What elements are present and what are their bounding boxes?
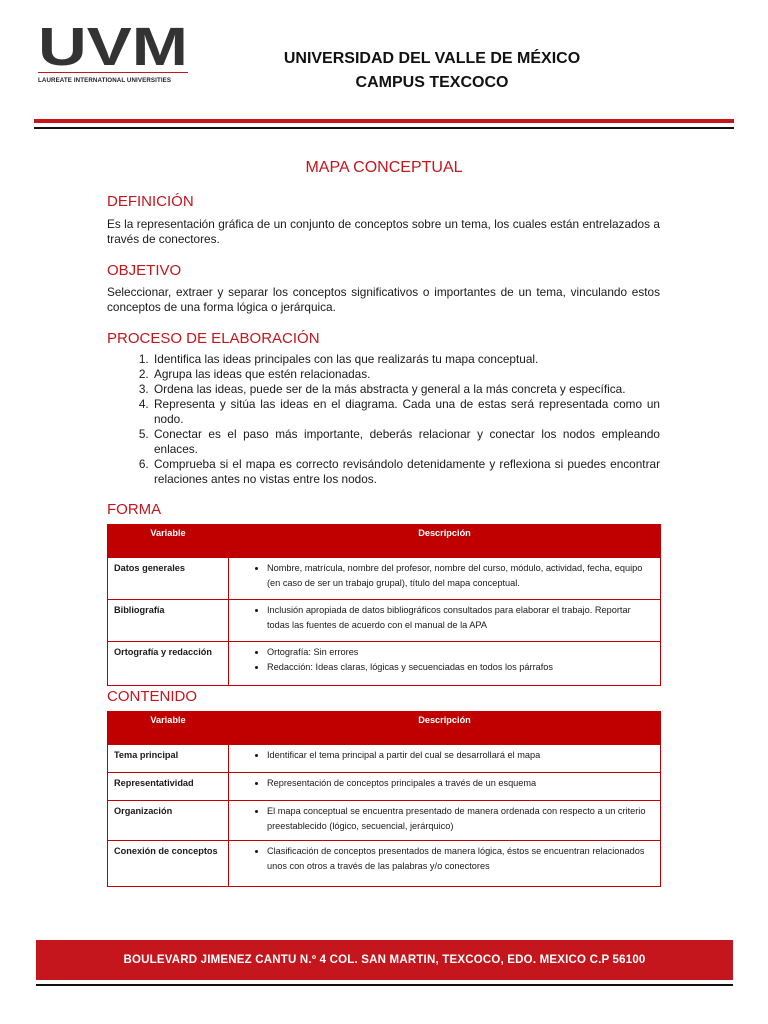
heading-definicion: DEFINICIÓN	[107, 193, 194, 210]
row-description-item: • El mapa conceptual se encuentra presentado de manera ordenada con respecto a un criterio preestablecido (lógico, secuencial, jerárquico)	[267, 804, 654, 834]
logo-subtitle: LAUREATE INTERNATIONAL UNIVERSITIES	[38, 77, 172, 84]
table-header-row	[108, 525, 661, 558]
forma-table	[107, 524, 661, 686]
row-description	[229, 745, 661, 773]
row-variable: Bibliografía	[108, 600, 229, 642]
heading-forma: FORMA	[107, 501, 162, 518]
process-step: 4. Representa y sitúa las ideas en el diagrama. Cada una de estas será representada como un nodo.	[152, 397, 660, 427]
uvm-logo	[38, 22, 190, 84]
row-description-item: • Representación de conceptos principales a través de un esquema	[267, 776, 654, 791]
definicion-text: Es la representación gráfica de un conjunto de conceptos sobre un tema, los cuales están entrelazados a través de conectores.	[107, 217, 660, 246]
row-description	[229, 773, 661, 801]
heading-proceso: PROCESO DE ELABORACIÓN	[107, 330, 320, 347]
uvm-logo-letters: UVM	[38, 22, 188, 70]
row-description-item: • Nombre, matrícula, nombre del profesor, nombre del curso, módulo, actividad, fecha, equipo (en caso de ser un trabajo grupal), título del mapa conceptual.	[267, 561, 654, 591]
row-description-item: • Clasificación de conceptos presentados de manera lógica, éstos se encuentran relacionados unos con otros a través de las palabras y/o conectores	[267, 844, 654, 874]
row-variable: Tema principal	[108, 745, 229, 773]
row-variable: Conexión de conceptos	[108, 841, 229, 887]
university-name: UNIVERSIDAD DEL VALLE DE MÉXICO	[283, 50, 581, 67]
table-row	[108, 642, 661, 686]
table-row	[108, 773, 661, 801]
logo-underline	[38, 72, 188, 73]
table-row	[108, 745, 661, 773]
row-description-item: • Redacción: Ideas claras, lógicas y secuenciadas en todos los párrafos	[267, 660, 654, 675]
row-variable: Ortografía y redacción	[108, 642, 229, 686]
process-steps-list	[107, 352, 660, 487]
header-black-stripe	[34, 127, 734, 129]
row-variable: Datos generales	[108, 558, 229, 600]
footer-address: BOULEVARD JIMENEZ CANTU N.º 4 COL. SAN MARTIN, TEXCOCO, EDO. MEXICO C.P 56100	[36, 940, 733, 980]
row-description	[229, 600, 661, 642]
row-description	[229, 841, 661, 887]
column-header-descripcion: Descripción	[229, 525, 661, 558]
footer-black-line	[36, 984, 733, 986]
process-step: 6. Comprueba si el mapa es correcto revisándolo detenidamente y reflexiona si puedes encontrar relaciones antes no vistas entre los nodos.	[152, 457, 660, 487]
document-title: MAPA CONCEPTUAL	[305, 159, 463, 176]
campus-name: CAMPUS TEXCOCO	[355, 74, 509, 91]
row-variable: Organización	[108, 801, 229, 841]
process-step: 1. Identifica las ideas principales con las que realizarás tu mapa conceptual.	[152, 352, 660, 367]
heading-objetivo: OBJETIVO	[107, 262, 182, 279]
row-description-item: • Ortografía: Sin errores	[267, 645, 654, 660]
column-header-variable: Variable	[108, 712, 229, 745]
table-header-row	[108, 712, 661, 745]
contenido-table	[107, 711, 661, 887]
row-description	[229, 801, 661, 841]
row-variable: Representatividad	[108, 773, 229, 801]
objetivo-text: Seleccionar, extraer y separar los conceptos significativos o importantes de un tema, vinculando estos conceptos de una forma lógica o jerárquica.	[107, 285, 660, 314]
process-step: 2. Agrupa las ideas que estén relacionadas.	[152, 367, 660, 382]
row-description	[229, 558, 661, 600]
table-row	[108, 801, 661, 841]
process-step: 5. Conectar es el paso más importante, deberás relacionar y conectar los nodos empleando enlaces.	[152, 427, 660, 457]
table-row	[108, 558, 661, 600]
uvm-logo-mark	[38, 22, 188, 70]
column-header-variable: Variable	[108, 525, 229, 558]
row-description-item: • Identificar el tema principal a partir del cual se desarrollará el mapa	[267, 748, 654, 763]
header-red-stripe	[34, 119, 734, 123]
row-description-item: • Inclusión apropiada de datos bibliográficos consultados para elaborar el trabajo. Reportar todas las fuentes de acuerdo con el manual de la APA	[267, 603, 654, 633]
heading-contenido: CONTENIDO	[107, 688, 197, 705]
row-description	[229, 642, 661, 686]
column-header-descripcion: Descripción	[229, 712, 661, 745]
process-step: 3. Ordena las ideas, puede ser de la más abstracta y general a la más concreta y específica.	[152, 382, 660, 397]
table-row	[108, 600, 661, 642]
table-row	[108, 841, 661, 887]
